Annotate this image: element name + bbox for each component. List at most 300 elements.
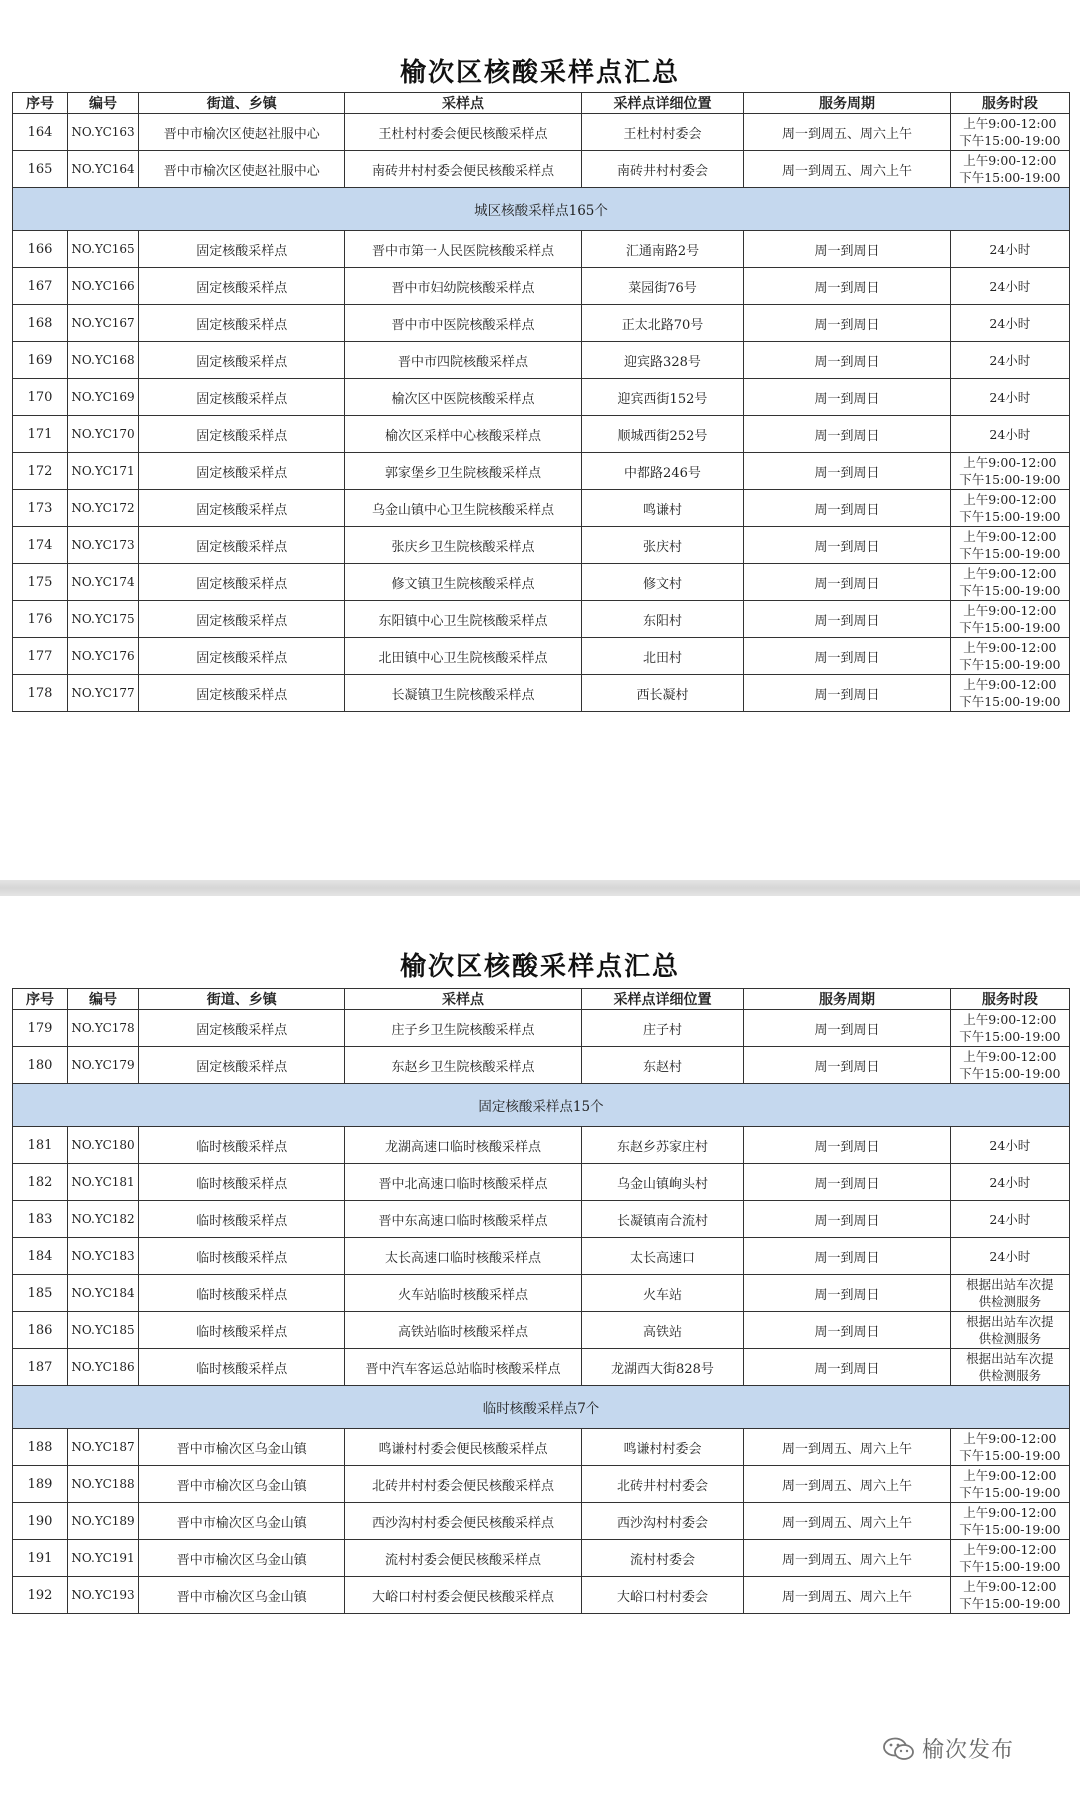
document-page-1 bbox=[0, 0, 1080, 880]
row-number-cell: 166 bbox=[13, 231, 68, 268]
hours-cell bbox=[950, 1503, 1069, 1540]
code-cell: NO.YC164 bbox=[68, 151, 139, 188]
location-cell: 张庆村 bbox=[581, 527, 744, 564]
site-cell: 火车站临时核酸采样点 bbox=[345, 1275, 581, 1312]
hours-cell bbox=[950, 527, 1069, 564]
table-row bbox=[13, 1127, 1070, 1164]
hours-line: 24小时 bbox=[989, 1211, 1031, 1227]
table-row bbox=[13, 114, 1070, 151]
column-header: 服务时段 bbox=[950, 93, 1069, 114]
period-cell: 周一到周五、周六上午 bbox=[744, 114, 950, 151]
code-cell: NO.YC184 bbox=[68, 1275, 139, 1312]
location-cell: 鸣谦村 bbox=[581, 490, 744, 527]
site-cell: 东阳镇中心卫生院核酸采样点 bbox=[345, 601, 581, 638]
code-cell: NO.YC193 bbox=[68, 1577, 139, 1614]
hours-line: 上午9:00-12:00 bbox=[963, 640, 1057, 655]
hours-cell bbox=[950, 638, 1069, 675]
table-row bbox=[13, 1540, 1070, 1577]
hours-line: 下午15:00-19:00 bbox=[959, 509, 1061, 524]
location-cell: 东赵村 bbox=[581, 1047, 744, 1084]
section-summary-row bbox=[13, 188, 1070, 231]
hours-line: 上午9:00-12:00 bbox=[963, 492, 1057, 507]
site-cell: 晋中北高速口临时核酸采样点 bbox=[345, 1164, 581, 1201]
site-cell: 大峪口村村委会便民核酸采样点 bbox=[345, 1577, 581, 1614]
table-row bbox=[13, 1164, 1070, 1201]
hours-cell bbox=[950, 342, 1069, 379]
period-cell: 周一到周日 bbox=[744, 527, 950, 564]
period-cell: 周一到周日 bbox=[744, 268, 950, 305]
site-cell: 北砖井村村委会便民核酸采样点 bbox=[345, 1466, 581, 1503]
hours-line: 上午9:00-12:00 bbox=[963, 116, 1057, 131]
location-cell: 大峪口村村委会 bbox=[581, 1577, 744, 1614]
location-cell: 西长凝村 bbox=[581, 675, 744, 712]
street-cell: 固定核酸采样点 bbox=[139, 601, 345, 638]
row-number-cell: 179 bbox=[13, 1010, 68, 1047]
hours-cell bbox=[950, 1047, 1069, 1084]
street-cell: 临时核酸采样点 bbox=[139, 1238, 345, 1275]
site-cell: 北田镇中心卫生院核酸采样点 bbox=[345, 638, 581, 675]
street-cell: 临时核酸采样点 bbox=[139, 1164, 345, 1201]
table-row bbox=[13, 638, 1070, 675]
row-number-cell: 172 bbox=[13, 453, 68, 490]
hours-line: 下午15:00-19:00 bbox=[959, 170, 1061, 185]
sampling-sites-table bbox=[12, 988, 1070, 1614]
period-cell: 周一到周日 bbox=[744, 1349, 950, 1386]
hours-cell bbox=[950, 675, 1069, 712]
hours-line: 24小时 bbox=[989, 278, 1031, 294]
table-row bbox=[13, 453, 1070, 490]
period-cell: 周一到周日 bbox=[744, 1047, 950, 1084]
hours-line: 下午15:00-19:00 bbox=[959, 1066, 1061, 1081]
period-cell: 周一到周日 bbox=[744, 231, 950, 268]
hours-cell bbox=[950, 1238, 1069, 1275]
period-cell: 周一到周日 bbox=[744, 490, 950, 527]
hours-line: 根据出站车次提 bbox=[966, 1277, 1054, 1292]
period-cell: 周一到周日 bbox=[744, 342, 950, 379]
table-row bbox=[13, 1238, 1070, 1275]
row-number-cell: 169 bbox=[13, 342, 68, 379]
location-cell: 长凝镇南合流村 bbox=[581, 1201, 744, 1238]
period-cell: 周一到周五、周六上午 bbox=[744, 1540, 950, 1577]
code-cell: NO.YC178 bbox=[68, 1010, 139, 1047]
hours-cell bbox=[950, 1349, 1069, 1386]
row-number-cell: 170 bbox=[13, 379, 68, 416]
table-row bbox=[13, 601, 1070, 638]
code-cell: NO.YC165 bbox=[68, 231, 139, 268]
location-cell: 正太北路70号 bbox=[581, 305, 744, 342]
location-cell: 王杜村村委会 bbox=[581, 114, 744, 151]
period-cell: 周一到周日 bbox=[744, 1127, 950, 1164]
row-number-cell: 164 bbox=[13, 114, 68, 151]
location-cell: 菜园街76号 bbox=[581, 268, 744, 305]
row-number-cell: 165 bbox=[13, 151, 68, 188]
hours-line: 上午9:00-12:00 bbox=[963, 1468, 1057, 1483]
hours-line: 24小时 bbox=[989, 1137, 1031, 1153]
hours-line: 上午9:00-12:00 bbox=[963, 566, 1057, 581]
period-cell: 周一到周日 bbox=[744, 305, 950, 342]
hours-line: 下午15:00-19:00 bbox=[959, 546, 1061, 561]
period-cell: 周一到周日 bbox=[744, 379, 950, 416]
table-row bbox=[13, 1429, 1070, 1466]
table-row bbox=[13, 379, 1070, 416]
site-cell: 晋中市第一人民医院核酸采样点 bbox=[345, 231, 581, 268]
table-row bbox=[13, 151, 1070, 188]
hours-line: 上午9:00-12:00 bbox=[963, 455, 1057, 470]
location-cell: 迎宾路328号 bbox=[581, 342, 744, 379]
hours-cell bbox=[950, 151, 1069, 188]
sampling-sites-table bbox=[12, 92, 1070, 712]
site-cell: 晋中东高速口临时核酸采样点 bbox=[345, 1201, 581, 1238]
table-row bbox=[13, 564, 1070, 601]
row-number-cell: 168 bbox=[13, 305, 68, 342]
hours-line: 根据出站车次提 bbox=[966, 1314, 1054, 1329]
location-cell: 高铁站 bbox=[581, 1312, 744, 1349]
column-header: 序号 bbox=[13, 989, 68, 1010]
street-cell: 临时核酸采样点 bbox=[139, 1312, 345, 1349]
street-cell: 晋中市榆次区使赵社服中心 bbox=[139, 151, 345, 188]
hours-line: 上午9:00-12:00 bbox=[963, 1505, 1057, 1520]
hours-line: 下午15:00-19:00 bbox=[959, 694, 1061, 709]
hours-line: 24小时 bbox=[989, 352, 1031, 368]
table-row bbox=[13, 1047, 1070, 1084]
table-row bbox=[13, 675, 1070, 712]
hours-line: 下午15:00-19:00 bbox=[959, 583, 1061, 598]
site-cell: 郭家堡乡卫生院核酸采样点 bbox=[345, 453, 581, 490]
location-cell: 北田村 bbox=[581, 638, 744, 675]
hours-line: 上午9:00-12:00 bbox=[963, 677, 1057, 692]
site-cell: 龙湖高速口临时核酸采样点 bbox=[345, 1127, 581, 1164]
table-row bbox=[13, 527, 1070, 564]
row-number-cell: 190 bbox=[13, 1503, 68, 1540]
code-cell: NO.YC179 bbox=[68, 1047, 139, 1084]
site-cell: 修文镇卫生院核酸采样点 bbox=[345, 564, 581, 601]
street-cell: 固定核酸采样点 bbox=[139, 1047, 345, 1084]
code-cell: NO.YC169 bbox=[68, 379, 139, 416]
period-cell: 周一到周五、周六上午 bbox=[744, 1466, 950, 1503]
location-cell: 修文村 bbox=[581, 564, 744, 601]
code-cell: NO.YC163 bbox=[68, 114, 139, 151]
hours-cell bbox=[950, 231, 1069, 268]
location-cell: 龙湖西大街828号 bbox=[581, 1349, 744, 1386]
location-cell: 庄子村 bbox=[581, 1010, 744, 1047]
hours-line: 24小时 bbox=[989, 315, 1031, 331]
code-cell: NO.YC189 bbox=[68, 1503, 139, 1540]
street-cell: 固定核酸采样点 bbox=[139, 305, 345, 342]
street-cell: 临时核酸采样点 bbox=[139, 1127, 345, 1164]
hours-cell bbox=[950, 601, 1069, 638]
street-cell: 晋中市榆次区乌金山镇 bbox=[139, 1466, 345, 1503]
location-cell: 流村村委会 bbox=[581, 1540, 744, 1577]
table-row bbox=[13, 416, 1070, 453]
street-cell: 固定核酸采样点 bbox=[139, 564, 345, 601]
location-cell: 东赵乡苏家庄村 bbox=[581, 1127, 744, 1164]
hours-line: 24小时 bbox=[989, 241, 1031, 257]
hours-line: 上午9:00-12:00 bbox=[963, 603, 1057, 618]
watermark bbox=[882, 1733, 1014, 1764]
section-summary-cell: 临时核酸采样点7个 bbox=[13, 1386, 1070, 1429]
period-cell: 周一到周日 bbox=[744, 675, 950, 712]
hours-cell bbox=[950, 416, 1069, 453]
column-header: 采样点 bbox=[345, 989, 581, 1010]
code-cell: NO.YC170 bbox=[68, 416, 139, 453]
period-cell: 周一到周日 bbox=[744, 1312, 950, 1349]
row-number-cell: 183 bbox=[13, 1201, 68, 1238]
site-cell: 流村村委会便民核酸采样点 bbox=[345, 1540, 581, 1577]
street-cell: 晋中市榆次区使赵社服中心 bbox=[139, 114, 345, 151]
location-cell: 迎宾西街152号 bbox=[581, 379, 744, 416]
code-cell: NO.YC175 bbox=[68, 601, 139, 638]
code-cell: NO.YC186 bbox=[68, 1349, 139, 1386]
page-title: 榆次区核酸采样点汇总 bbox=[399, 58, 680, 88]
site-cell: 晋中汽车客运总站临时核酸采样点 bbox=[345, 1349, 581, 1386]
row-number-cell: 173 bbox=[13, 490, 68, 527]
hours-line: 24小时 bbox=[989, 1174, 1031, 1190]
code-cell: NO.YC171 bbox=[68, 453, 139, 490]
street-cell: 固定核酸采样点 bbox=[139, 268, 345, 305]
street-cell: 晋中市榆次区乌金山镇 bbox=[139, 1577, 345, 1614]
street-cell: 临时核酸采样点 bbox=[139, 1201, 345, 1238]
period-cell: 周一到周五、周六上午 bbox=[744, 1429, 950, 1466]
code-cell: NO.YC177 bbox=[68, 675, 139, 712]
row-number-cell: 171 bbox=[13, 416, 68, 453]
location-cell: 太长高速口 bbox=[581, 1238, 744, 1275]
street-cell: 固定核酸采样点 bbox=[139, 231, 345, 268]
table-row bbox=[13, 1503, 1070, 1540]
street-cell: 固定核酸采样点 bbox=[139, 416, 345, 453]
code-cell: NO.YC183 bbox=[68, 1238, 139, 1275]
hours-cell bbox=[950, 1466, 1069, 1503]
site-cell: 乌金山镇中心卫生院核酸采样点 bbox=[345, 490, 581, 527]
code-cell: NO.YC167 bbox=[68, 305, 139, 342]
location-cell: 东阳村 bbox=[581, 601, 744, 638]
page-separator bbox=[0, 880, 1080, 896]
hours-cell bbox=[950, 1164, 1069, 1201]
location-cell: 北砖井村村委会 bbox=[581, 1466, 744, 1503]
code-cell: NO.YC166 bbox=[68, 268, 139, 305]
site-cell: 高铁站临时核酸采样点 bbox=[345, 1312, 581, 1349]
site-cell: 太长高速口临时核酸采样点 bbox=[345, 1238, 581, 1275]
site-cell: 南砖井村村委会便民核酸采样点 bbox=[345, 151, 581, 188]
code-cell: NO.YC191 bbox=[68, 1540, 139, 1577]
hours-line: 上午9:00-12:00 bbox=[963, 1431, 1057, 1446]
code-cell: NO.YC182 bbox=[68, 1201, 139, 1238]
column-header: 编号 bbox=[68, 93, 139, 114]
row-number-cell: 174 bbox=[13, 527, 68, 564]
hours-line: 根据出站车次提 bbox=[966, 1351, 1054, 1366]
row-number-cell: 191 bbox=[13, 1540, 68, 1577]
row-number-cell: 186 bbox=[13, 1312, 68, 1349]
table-row bbox=[13, 490, 1070, 527]
table-header-row bbox=[13, 93, 1070, 114]
hours-line: 24小时 bbox=[989, 426, 1031, 442]
location-cell: 乌金山镇峋头村 bbox=[581, 1164, 744, 1201]
column-header: 序号 bbox=[13, 93, 68, 114]
column-header: 服务周期 bbox=[744, 989, 950, 1010]
hours-line: 下午15:00-19:00 bbox=[959, 1485, 1061, 1500]
table-row bbox=[13, 1466, 1070, 1503]
hours-line: 下午15:00-19:00 bbox=[959, 1522, 1061, 1537]
code-cell: NO.YC181 bbox=[68, 1164, 139, 1201]
location-cell: 顺城西街252号 bbox=[581, 416, 744, 453]
hours-line: 上午9:00-12:00 bbox=[963, 1579, 1057, 1594]
row-number-cell: 182 bbox=[13, 1164, 68, 1201]
hours-line: 下午15:00-19:00 bbox=[959, 1029, 1061, 1044]
street-cell: 固定核酸采样点 bbox=[139, 379, 345, 416]
site-cell: 榆次区采样中心核酸采样点 bbox=[345, 416, 581, 453]
table-row bbox=[13, 1349, 1070, 1386]
location-cell: 南砖井村村委会 bbox=[581, 151, 744, 188]
watermark-text: 榆次发布 bbox=[922, 1738, 1015, 1763]
section-summary-cell: 城区核酸采样点165个 bbox=[13, 188, 1070, 231]
street-cell: 固定核酸采样点 bbox=[139, 342, 345, 379]
hours-cell bbox=[950, 1275, 1069, 1312]
code-cell: NO.YC172 bbox=[68, 490, 139, 527]
table-header-row bbox=[13, 989, 1070, 1010]
street-cell: 固定核酸采样点 bbox=[139, 675, 345, 712]
hours-cell bbox=[950, 1010, 1069, 1047]
table-body bbox=[13, 114, 1070, 712]
street-cell: 固定核酸采样点 bbox=[139, 638, 345, 675]
site-cell: 西沙沟村村委会便民核酸采样点 bbox=[345, 1503, 581, 1540]
hours-line: 供检测服务 bbox=[978, 1294, 1042, 1309]
code-cell: NO.YC174 bbox=[68, 564, 139, 601]
period-cell: 周一到周日 bbox=[744, 1010, 950, 1047]
column-header: 街道、乡镇 bbox=[139, 93, 345, 114]
row-number-cell: 181 bbox=[13, 1127, 68, 1164]
row-number-cell: 180 bbox=[13, 1047, 68, 1084]
hours-cell bbox=[950, 379, 1069, 416]
column-header: 编号 bbox=[68, 989, 139, 1010]
row-number-cell: 187 bbox=[13, 1349, 68, 1386]
hours-line: 上午9:00-12:00 bbox=[963, 1049, 1057, 1064]
hours-line: 上午9:00-12:00 bbox=[963, 1542, 1057, 1557]
hours-cell bbox=[950, 1540, 1069, 1577]
column-header: 采样点 bbox=[345, 93, 581, 114]
row-number-cell: 167 bbox=[13, 268, 68, 305]
hours-cell bbox=[950, 1127, 1069, 1164]
site-cell: 张庆乡卫生院核酸采样点 bbox=[345, 527, 581, 564]
street-cell: 固定核酸采样点 bbox=[139, 1010, 345, 1047]
hours-cell bbox=[950, 114, 1069, 151]
site-cell: 长凝镇卫生院核酸采样点 bbox=[345, 675, 581, 712]
hours-cell bbox=[950, 268, 1069, 305]
table-row bbox=[13, 1010, 1070, 1047]
period-cell: 周一到周五、周六上午 bbox=[744, 1503, 950, 1540]
site-cell: 庄子乡卫生院核酸采样点 bbox=[345, 1010, 581, 1047]
period-cell: 周一到周日 bbox=[744, 1238, 950, 1275]
period-cell: 周一到周日 bbox=[744, 453, 950, 490]
site-cell: 榆次区中医院核酸采样点 bbox=[345, 379, 581, 416]
period-cell: 周一到周日 bbox=[744, 1201, 950, 1238]
hours-cell bbox=[950, 1577, 1069, 1614]
column-header: 采样点详细位置 bbox=[581, 989, 744, 1010]
period-cell: 周一到周五、周六上午 bbox=[744, 1577, 950, 1614]
period-cell: 周一到周日 bbox=[744, 638, 950, 675]
code-cell: NO.YC173 bbox=[68, 527, 139, 564]
street-cell: 固定核酸采样点 bbox=[139, 490, 345, 527]
period-cell: 周一到周日 bbox=[744, 601, 950, 638]
table-row bbox=[13, 305, 1070, 342]
table-row bbox=[13, 1275, 1070, 1312]
table-row bbox=[13, 342, 1070, 379]
location-cell: 西沙沟村村委会 bbox=[581, 1503, 744, 1540]
hours-line: 24小时 bbox=[989, 1248, 1031, 1264]
street-cell: 固定核酸采样点 bbox=[139, 527, 345, 564]
row-number-cell: 192 bbox=[13, 1577, 68, 1614]
street-cell: 固定核酸采样点 bbox=[139, 453, 345, 490]
table-body bbox=[13, 1010, 1070, 1614]
table-row bbox=[13, 1577, 1070, 1614]
hours-line: 上午9:00-12:00 bbox=[963, 529, 1057, 544]
hours-cell bbox=[950, 1429, 1069, 1466]
section-summary-row bbox=[13, 1084, 1070, 1127]
hours-line: 下午15:00-19:00 bbox=[959, 1596, 1061, 1611]
row-number-cell: 178 bbox=[13, 675, 68, 712]
site-cell: 王杜村村委会便民核酸采样点 bbox=[345, 114, 581, 151]
period-cell: 周一到周日 bbox=[744, 1164, 950, 1201]
street-cell: 晋中市榆次区乌金山镇 bbox=[139, 1540, 345, 1577]
location-cell: 中都路246号 bbox=[581, 453, 744, 490]
hours-line: 下午15:00-19:00 bbox=[959, 657, 1061, 672]
hours-line: 下午15:00-19:00 bbox=[959, 1448, 1061, 1463]
document-page-2 bbox=[0, 896, 1080, 1798]
code-cell: NO.YC187 bbox=[68, 1429, 139, 1466]
code-cell: NO.YC176 bbox=[68, 638, 139, 675]
street-cell: 晋中市榆次区乌金山镇 bbox=[139, 1429, 345, 1466]
code-cell: NO.YC185 bbox=[68, 1312, 139, 1349]
row-number-cell: 176 bbox=[13, 601, 68, 638]
hours-cell bbox=[950, 305, 1069, 342]
row-number-cell: 189 bbox=[13, 1466, 68, 1503]
period-cell: 周一到周五、周六上午 bbox=[744, 151, 950, 188]
table-row bbox=[13, 268, 1070, 305]
wechat-icon bbox=[882, 1736, 916, 1762]
code-cell: NO.YC180 bbox=[68, 1127, 139, 1164]
hours-line: 供检测服务 bbox=[978, 1368, 1042, 1383]
hours-line: 下午15:00-19:00 bbox=[959, 620, 1061, 635]
page-title: 榆次区核酸采样点汇总 bbox=[399, 952, 680, 982]
column-header: 街道、乡镇 bbox=[139, 989, 345, 1010]
location-cell: 汇通南路2号 bbox=[581, 231, 744, 268]
table-row bbox=[13, 1312, 1070, 1349]
hours-line: 下午15:00-19:00 bbox=[959, 133, 1061, 148]
code-cell: NO.YC188 bbox=[68, 1466, 139, 1503]
column-header: 服务时段 bbox=[950, 989, 1069, 1010]
hours-line: 上午9:00-12:00 bbox=[963, 1012, 1057, 1027]
street-cell: 临时核酸采样点 bbox=[139, 1275, 345, 1312]
row-number-cell: 185 bbox=[13, 1275, 68, 1312]
section-summary-cell: 固定核酸采样点15个 bbox=[13, 1084, 1070, 1127]
code-cell: NO.YC168 bbox=[68, 342, 139, 379]
hours-cell bbox=[950, 1201, 1069, 1238]
street-cell: 临时核酸采样点 bbox=[139, 1349, 345, 1386]
table-row bbox=[13, 231, 1070, 268]
hours-cell bbox=[950, 490, 1069, 527]
hours-line: 供检测服务 bbox=[978, 1331, 1042, 1346]
hours-line: 24小时 bbox=[989, 389, 1031, 405]
site-cell: 晋中市妇幼院核酸采样点 bbox=[345, 268, 581, 305]
street-cell: 晋中市榆次区乌金山镇 bbox=[139, 1503, 345, 1540]
row-number-cell: 177 bbox=[13, 638, 68, 675]
column-header: 服务周期 bbox=[744, 93, 950, 114]
period-cell: 周一到周日 bbox=[744, 416, 950, 453]
site-cell: 鸣谦村村委会便民核酸采样点 bbox=[345, 1429, 581, 1466]
period-cell: 周一到周日 bbox=[744, 564, 950, 601]
row-number-cell: 175 bbox=[13, 564, 68, 601]
hours-line: 上午9:00-12:00 bbox=[963, 153, 1057, 168]
section-summary-row bbox=[13, 1386, 1070, 1429]
site-cell: 晋中市中医院核酸采样点 bbox=[345, 305, 581, 342]
